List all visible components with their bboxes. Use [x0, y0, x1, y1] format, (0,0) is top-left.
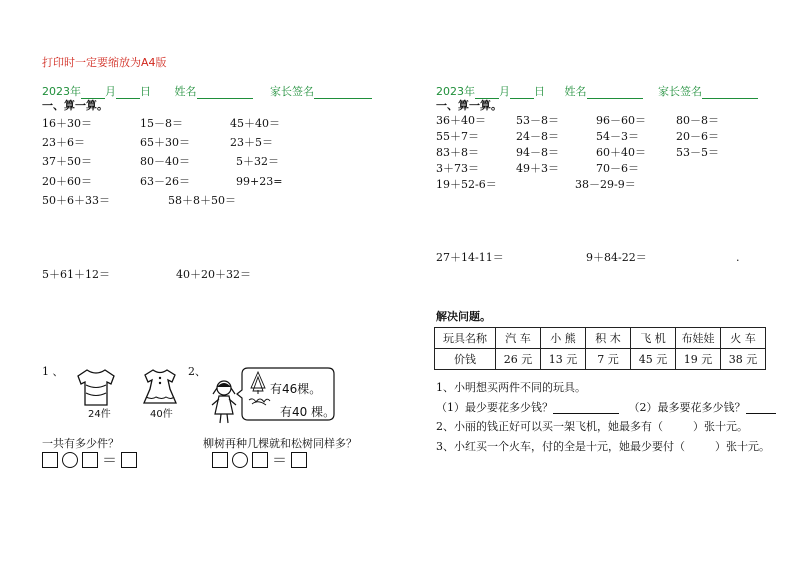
- table-cell: 小 熊: [541, 328, 586, 349]
- calc-item: 63－26＝: [140, 175, 190, 188]
- question-1: 1、小明想买两件不同的玩具。: [436, 381, 586, 394]
- answer-boxes-2: [210, 449, 309, 470]
- calc-item: 3＋73＝: [436, 162, 479, 175]
- table-cell: 积 木: [586, 328, 631, 349]
- calc-item: 40＋20＋32＝: [176, 268, 251, 281]
- question-2-text: 2、小丽的钱正好可以买一架飞机，她最多有（: [436, 420, 663, 433]
- calc-item: 24－8＝: [516, 130, 559, 143]
- question-1a-text: （1）最少要花多少钱？: [436, 401, 553, 414]
- toy-price-table: [434, 327, 766, 370]
- equals-sign: ＝: [272, 451, 288, 469]
- answer-box[interactable]: [252, 452, 268, 468]
- calc-item: 65＋30＝: [140, 136, 190, 149]
- year-label: 2023年: [42, 85, 81, 98]
- solve-title: 解决问题。: [436, 310, 491, 323]
- question-3-text: 3、小红买一个火车，付的全是十元，她最少要付（: [436, 440, 685, 453]
- problem2-question: 柳树再种几棵就和松树同样多？: [203, 437, 357, 450]
- table-row: [435, 349, 766, 370]
- question-3-suffix: ）张十元。: [715, 440, 770, 453]
- calc-item: 49＋3＝: [516, 162, 559, 175]
- table-cell: 13 元: [541, 349, 586, 370]
- equals-sign: ＝: [102, 451, 118, 469]
- calc-item: 50＋6＋33＝: [42, 194, 110, 207]
- operator-circle[interactable]: [232, 452, 248, 468]
- shirt-count: 24件: [88, 409, 111, 420]
- year-label: 2023年: [436, 85, 475, 98]
- answer-box[interactable]: [212, 452, 228, 468]
- table-header-cell: 玩具名称: [435, 328, 496, 349]
- day-label: 日: [140, 85, 151, 98]
- problem-number: 2、: [188, 365, 206, 378]
- day-label: 日: [534, 85, 545, 98]
- name-label: 姓名: [564, 85, 587, 98]
- calc-item: 36＋40＝: [436, 114, 486, 127]
- answer-box[interactable]: [82, 452, 98, 468]
- calc-item: 19＋52-6＝: [436, 178, 497, 191]
- print-note: 打印时一定要缩放为A4版: [42, 56, 167, 69]
- calc-item: 37＋50＝: [42, 155, 92, 168]
- table-header-cell: 价钱: [435, 349, 496, 370]
- section-title-right: 一、算一算。: [436, 99, 502, 112]
- answer-blank[interactable]: [553, 402, 619, 414]
- table-cell: 45 元: [631, 349, 676, 370]
- dress-icon: [138, 367, 182, 407]
- calc-item: 5＋61＋12＝: [42, 268, 110, 281]
- answer-blank[interactable]: [746, 402, 776, 414]
- section-title-left: 一、算一算。: [42, 99, 108, 112]
- calc-item: 23＋6＝: [42, 136, 85, 149]
- calc-item: 80－8＝: [676, 114, 719, 127]
- calc-item: 38－29-9＝: [575, 178, 636, 191]
- calc-item: 9＋84-22＝: [586, 251, 647, 264]
- bubble-willow-count: 有40 棵。: [280, 405, 336, 419]
- calc-item: 5＋32＝: [236, 155, 279, 168]
- calc-item: 99+23=: [236, 175, 283, 188]
- calc-item: 16＋30＝: [42, 117, 92, 130]
- table-cell: 飞 机: [631, 328, 676, 349]
- stray-dot: .: [736, 251, 740, 264]
- answer-box[interactable]: [291, 452, 307, 468]
- problem1-question: 一共有多少件？: [42, 437, 119, 450]
- calc-item: 94－8＝: [516, 146, 559, 159]
- month-label: 月: [499, 85, 510, 98]
- bubble-pine-count: 有46棵。: [270, 382, 322, 396]
- operator-circle[interactable]: [62, 452, 78, 468]
- month-label: 月: [105, 85, 116, 98]
- calc-item: 53－5＝: [676, 146, 719, 159]
- shirt-icon: [74, 367, 118, 407]
- answer-box[interactable]: [42, 452, 58, 468]
- table-cell: 布娃娃: [676, 328, 721, 349]
- parent-label: 家长签名: [270, 85, 314, 98]
- table-cell: 19 元: [676, 349, 721, 370]
- calc-item: 27＋14-11＝: [436, 251, 504, 264]
- calc-item: 20＋60＝: [42, 175, 92, 188]
- calc-item: 20－6＝: [676, 130, 719, 143]
- calc-item: 80－40＝: [140, 155, 190, 168]
- table-cell: 汽 车: [496, 328, 541, 349]
- answer-box[interactable]: [121, 452, 137, 468]
- calc-item: 83＋8＝: [436, 146, 479, 159]
- question-1b-text: （2）最多要花多少钱？: [628, 401, 746, 414]
- calc-item: 70－6＝: [596, 162, 639, 175]
- calc-item: 60＋40＝: [596, 146, 646, 159]
- dress-count: 40件: [150, 409, 173, 420]
- problem-number: 1 、: [42, 365, 64, 378]
- table-cell: 26 元: [496, 349, 541, 370]
- question-1a: [436, 401, 776, 414]
- name-label: 姓名: [174, 85, 197, 98]
- answer-boxes-1: [40, 449, 139, 470]
- question-2: [436, 420, 748, 433]
- table-cell: 7 元: [586, 349, 631, 370]
- calc-item: 96－60＝: [596, 114, 646, 127]
- calc-item: 15－8＝: [140, 117, 183, 130]
- calc-item: 54－3＝: [596, 130, 639, 143]
- parent-label: 家长签名: [658, 85, 702, 98]
- table-cell: 38 元: [721, 349, 766, 370]
- calc-item: 58＋8＋50＝: [168, 194, 236, 207]
- calc-item: 23＋5＝: [230, 136, 273, 149]
- table-row: [435, 328, 766, 349]
- calc-item: 55＋7＝: [436, 130, 479, 143]
- calc-item: 45＋40＝: [230, 117, 280, 130]
- question-2-suffix: ）张十元。: [693, 420, 748, 433]
- calc-item: 53－8＝: [516, 114, 559, 127]
- table-cell: 火 车: [721, 328, 766, 349]
- question-3: [436, 440, 770, 453]
